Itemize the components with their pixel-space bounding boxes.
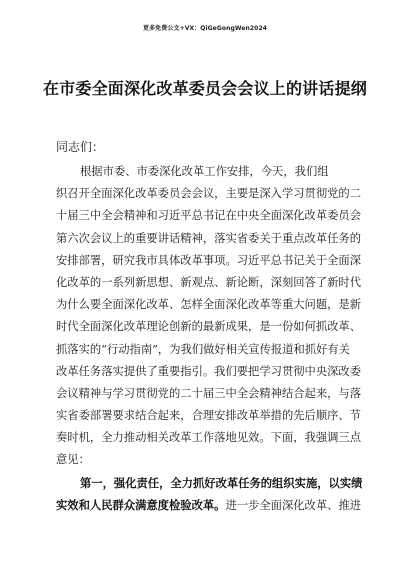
document-title: 在市委全面深化改革委员会会议上的讲话提纲 (42, 79, 367, 98)
paragraph-1-line: 为什么要全面深化改革、怎样全面深化改革等重大问题，是新 (56, 298, 362, 312)
paragraph-2-heading-line: 第一，强化责任，全力抓好改革任务的组织实施，以实绩 (80, 475, 362, 490)
salutation: 同志们： (56, 140, 105, 154)
paragraph-1-line: 根据市委、市委深化改革工作安排，今天，我们组 (80, 165, 329, 178)
paragraph-1-line: 改革任务落实提供了重要指引。我们要把学习贯彻中央深改委 (56, 364, 362, 378)
document-body (56, 161, 362, 516)
paragraph-1-line: 化改革的一系列新思想、新观点、新论断，深刻回答了新时代 (56, 275, 362, 289)
paragraph-1-line: 实省委部署要求结合起来，合理安排改革举措的先后顺序、节 (56, 409, 362, 423)
paragraph-1-line: 织召开全面深化改革委员会会议，主要是深入学习贯彻党的二 (56, 187, 362, 201)
paragraph-1-line: 安排部署，研究我市具体改革事项。习近平总书记关于全面深 (56, 253, 362, 267)
paragraph-1-line: 会议精神与学习贯彻党的二十届三中全会精神结合起来，与落 (56, 386, 362, 400)
paragraph-1-line: 第六次会议上的重要讲话精神，落实省委关于重点改革任务的 (56, 231, 362, 245)
header-note: 更多免费公文+VX：QiGeGongWen2024 (142, 25, 267, 32)
paragraph-1-line: 意见： (56, 453, 90, 467)
paragraph-2-plain-fragment: 进一步全面深化改革、推进 (225, 498, 362, 512)
paragraph-1-line: 十届三中全会精神和习近平总书记在中央全面深化改革委员会 (56, 209, 362, 223)
paragraph-2-bold-fragment: 实效和人民群众满意度检验改革。 (56, 497, 226, 512)
paragraph-1-line: 抓落实的“行动指南”，为我们做好相关宣传报道和抓好有关 (56, 342, 350, 356)
paragraph-2-line-mixed (56, 494, 362, 516)
paragraph-1-line: 奏时机，全力推动相关改革工作落地见效。下面，我强调三点 (56, 431, 362, 445)
paragraph-1-line: 时代全面深化改革理论创新的最新成果，是一份如何抓改革、 (56, 320, 362, 334)
